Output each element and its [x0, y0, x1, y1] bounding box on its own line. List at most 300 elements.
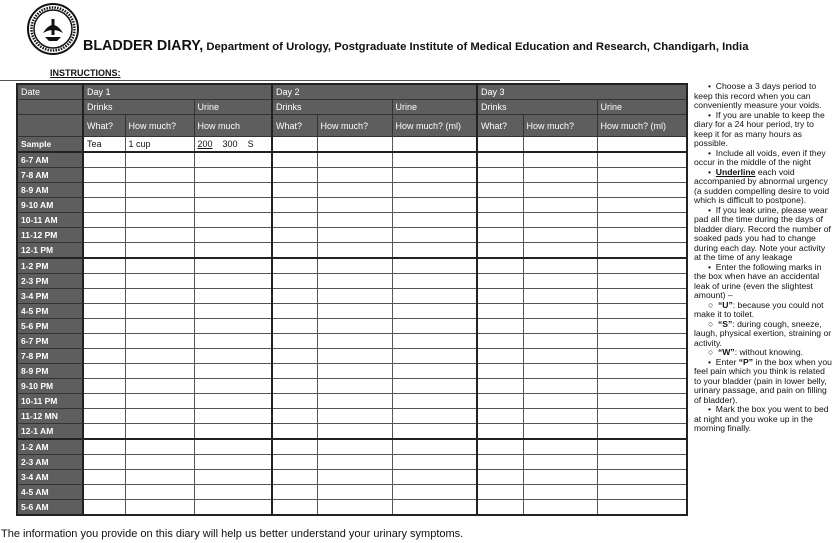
entry-cell[interactable]: [194, 500, 272, 516]
entry-cell[interactable]: [523, 409, 597, 424]
entry-cell[interactable]: [272, 439, 317, 455]
sample-drink-amount: 1 cup: [125, 137, 194, 153]
entry-cell[interactable]: [125, 424, 194, 440]
entry-cell[interactable]: [125, 455, 194, 470]
entry-cell[interactable]: [272, 258, 317, 274]
entry-cell[interactable]: [194, 183, 272, 198]
entry-cell[interactable]: [597, 152, 687, 168]
entry-cell[interactable]: [272, 137, 317, 153]
entry-cell[interactable]: [272, 455, 317, 470]
entry-cell[interactable]: [125, 228, 194, 243]
entry-cell[interactable]: [83, 183, 125, 198]
time-slot-label: 2-3 PM: [17, 274, 83, 289]
entry-cell[interactable]: [317, 319, 392, 334]
entry-cell[interactable]: [477, 274, 523, 289]
divider: [0, 80, 560, 81]
page-title: [83, 38, 748, 54]
entry-cell[interactable]: [523, 274, 597, 289]
entry-cell[interactable]: [597, 379, 687, 394]
time-slot-label: 6-7 AM: [17, 152, 83, 168]
entry-cell[interactable]: [194, 213, 272, 228]
day-2-drinks-header: Drinks: [272, 100, 392, 115]
time-slot-row: [17, 500, 687, 516]
entry-cell[interactable]: [272, 243, 317, 259]
time-slot-row: [17, 455, 687, 470]
entry-cell[interactable]: [83, 485, 125, 500]
instruction-item: • Mark the box you went to bed at night and you woke up in the morning finally.: [694, 404, 829, 433]
time-slot-label: 2-3 AM: [17, 455, 83, 470]
entry-cell[interactable]: [523, 258, 597, 274]
entry-cell[interactable]: [597, 319, 687, 334]
entry-cell[interactable]: [317, 409, 392, 424]
entry-cell[interactable]: [597, 289, 687, 304]
time-slot-label: 12-1 AM: [17, 424, 83, 440]
entry-cell[interactable]: [392, 379, 477, 394]
entry-cell[interactable]: [317, 198, 392, 213]
entry-cell[interactable]: [392, 455, 477, 470]
entry-cell[interactable]: [597, 243, 687, 259]
entry-cell[interactable]: [194, 394, 272, 409]
time-slot-row: [17, 198, 687, 213]
entry-cell[interactable]: [523, 334, 597, 349]
entry-cell[interactable]: [523, 304, 597, 319]
entry-cell[interactable]: [477, 485, 523, 500]
title-main: BLADDER DIARY,: [83, 38, 204, 54]
time-slot-row: [17, 228, 687, 243]
entry-cell[interactable]: [83, 409, 125, 424]
time-slot-label: 7-8 AM: [17, 168, 83, 183]
entry-cell[interactable]: [392, 289, 477, 304]
entry-cell[interactable]: [83, 304, 125, 319]
entry-cell[interactable]: [477, 198, 523, 213]
instruction-item: • Enter “P” in the box when you feel pain which you think is related to your bladder (pain in lower belly, urinary passage, and pain on filling of bladder).: [694, 356, 832, 405]
entry-cell[interactable]: [477, 289, 523, 304]
entry-cell[interactable]: [523, 500, 597, 516]
day-1-urine-amount-header: How much: [194, 115, 272, 137]
entry-cell[interactable]: [523, 168, 597, 183]
entry-cell[interactable]: [83, 213, 125, 228]
time-slot-row: [17, 183, 687, 198]
entry-cell[interactable]: [83, 152, 125, 168]
entry-cell[interactable]: [392, 304, 477, 319]
entry-cell[interactable]: [317, 152, 392, 168]
entry-cell[interactable]: [125, 258, 194, 274]
entry-cell[interactable]: [272, 409, 317, 424]
entry-cell[interactable]: [392, 228, 477, 243]
entry-cell[interactable]: [317, 439, 392, 455]
day-3-drink-amount-header: How much?: [523, 115, 597, 137]
entry-cell[interactable]: [597, 439, 687, 455]
time-slot-row: [17, 274, 687, 289]
instruction-subitem: ○ “W”: without knowing.: [708, 347, 803, 357]
time-slot-row: [17, 439, 687, 455]
entry-cell[interactable]: [125, 289, 194, 304]
entry-cell[interactable]: [597, 334, 687, 349]
day-3-urine-amount-header: How much? (ml): [597, 115, 687, 137]
time-slot-label: 4-5 PM: [17, 304, 83, 319]
entry-cell[interactable]: [125, 409, 194, 424]
entry-cell[interactable]: [317, 424, 392, 440]
time-slot-row: [17, 213, 687, 228]
entry-cell[interactable]: [523, 455, 597, 470]
entry-cell[interactable]: [272, 198, 317, 213]
entry-cell[interactable]: [477, 379, 523, 394]
entry-cell[interactable]: [83, 394, 125, 409]
entry-cell[interactable]: [597, 258, 687, 274]
entry-cell[interactable]: [125, 394, 194, 409]
time-slot-row: [17, 409, 687, 424]
entry-cell[interactable]: [317, 485, 392, 500]
entry-cell[interactable]: [194, 424, 272, 440]
time-slot-row: [17, 168, 687, 183]
entry-cell[interactable]: [477, 213, 523, 228]
entry-cell[interactable]: [392, 349, 477, 364]
entry-cell[interactable]: [194, 274, 272, 289]
entry-cell[interactable]: [83, 168, 125, 183]
time-slot-row: [17, 364, 687, 379]
time-slot-label: 11-12 MN: [17, 409, 83, 424]
day-3-header: Day 3: [477, 84, 687, 100]
entry-cell[interactable]: [597, 409, 687, 424]
entry-cell[interactable]: [194, 455, 272, 470]
entry-cell[interactable]: [125, 470, 194, 485]
entry-cell[interactable]: [83, 198, 125, 213]
entry-cell[interactable]: [392, 258, 477, 274]
entry-cell[interactable]: [523, 198, 597, 213]
entry-cell[interactable]: [523, 439, 597, 455]
entry-cell[interactable]: [194, 334, 272, 349]
entry-cell[interactable]: [125, 168, 194, 183]
entry-cell[interactable]: [317, 137, 392, 153]
time-slot-label: 8-9 AM: [17, 183, 83, 198]
entry-cell[interactable]: [83, 379, 125, 394]
entry-cell[interactable]: [125, 364, 194, 379]
entry-cell[interactable]: [272, 319, 317, 334]
instruction-item: • Include all voids, even if they occur in the middle of the night: [694, 147, 826, 167]
header-row-days: [17, 84, 687, 100]
sample-urine-value: 300: [222, 138, 238, 149]
sample-urine-value: 200: [197, 138, 213, 149]
entry-cell[interactable]: [523, 364, 597, 379]
entry-cell[interactable]: [597, 168, 687, 183]
entry-cell[interactable]: [477, 137, 523, 153]
entry-cell[interactable]: [194, 198, 272, 213]
time-slot-row: [17, 470, 687, 485]
entry-cell[interactable]: [597, 228, 687, 243]
sample-urine-mark: S: [247, 138, 254, 149]
entry-cell[interactable]: [317, 304, 392, 319]
entry-cell[interactable]: [477, 364, 523, 379]
entry-cell[interactable]: [83, 439, 125, 455]
time-slot-label: 11-12 PM: [17, 228, 83, 243]
entry-cell[interactable]: [194, 470, 272, 485]
time-slot-label: 5-6 PM: [17, 319, 83, 334]
entry-cell[interactable]: [392, 470, 477, 485]
entry-cell[interactable]: [194, 364, 272, 379]
time-slot-row: [17, 258, 687, 274]
entry-cell[interactable]: [272, 394, 317, 409]
entry-cell[interactable]: [523, 394, 597, 409]
entry-cell[interactable]: [125, 198, 194, 213]
entry-cell[interactable]: [272, 485, 317, 500]
time-slot-label: 10-11 AM: [17, 213, 83, 228]
entry-cell[interactable]: [194, 439, 272, 455]
time-slot-row: [17, 485, 687, 500]
entry-cell[interactable]: [125, 243, 194, 259]
entry-cell[interactable]: [523, 485, 597, 500]
entry-cell[interactable]: [523, 379, 597, 394]
time-slot-row: [17, 243, 687, 259]
institute-seal-logo: [27, 3, 79, 55]
day-2-urine-header: Urine: [392, 100, 477, 115]
time-slot-label: 4-5 AM: [17, 485, 83, 500]
entry-cell[interactable]: [83, 289, 125, 304]
entry-cell[interactable]: [523, 213, 597, 228]
entry-cell[interactable]: [392, 485, 477, 500]
entry-cell[interactable]: [194, 349, 272, 364]
entry-cell[interactable]: [272, 289, 317, 304]
instruction-item: • If you are unable to keep the diary for a 24 hour period, try to keep it for as many hours as possible.: [694, 109, 825, 148]
entry-cell[interactable]: [83, 243, 125, 259]
entry-cell[interactable]: [83, 500, 125, 516]
entry-cell[interactable]: [317, 274, 392, 289]
entry-cell[interactable]: [272, 364, 317, 379]
entry-cell[interactable]: [317, 183, 392, 198]
entry-cell[interactable]: [477, 319, 523, 334]
time-slot-row: [17, 152, 687, 168]
entry-cell[interactable]: [477, 500, 523, 516]
sample-label: Sample: [17, 137, 83, 153]
instruction-item: • Choose a 3 days period to keep this record when you can conveniently measure your voids.: [694, 81, 822, 110]
bladder-diary-table: [16, 83, 688, 516]
entry-cell[interactable]: [392, 274, 477, 289]
entry-cell[interactable]: [317, 394, 392, 409]
instruction-subitem: ○ “S”: during cough, sneeze, laugh, physical exertion, straining or activity.: [694, 318, 832, 348]
entry-cell[interactable]: [392, 243, 477, 259]
entry-cell[interactable]: [194, 168, 272, 183]
entry-cell[interactable]: [477, 243, 523, 259]
entry-cell[interactable]: [597, 485, 687, 500]
day-1-what-header: What?: [83, 115, 125, 137]
entry-cell[interactable]: [317, 470, 392, 485]
entry-cell[interactable]: [125, 213, 194, 228]
entry-cell[interactable]: [597, 394, 687, 409]
entry-cell[interactable]: [194, 304, 272, 319]
entry-cell[interactable]: [272, 168, 317, 183]
entry-cell[interactable]: [392, 183, 477, 198]
entry-cell[interactable]: [272, 213, 317, 228]
time-slot-label: 12-1 PM: [17, 243, 83, 259]
entry-cell[interactable]: [597, 500, 687, 516]
entry-cell[interactable]: [523, 152, 597, 168]
entry-cell[interactable]: [125, 379, 194, 394]
entry-cell[interactable]: [477, 183, 523, 198]
entry-cell[interactable]: [272, 500, 317, 516]
entry-cell[interactable]: [83, 470, 125, 485]
entry-cell[interactable]: [317, 334, 392, 349]
entry-cell[interactable]: [523, 228, 597, 243]
entry-cell[interactable]: [194, 152, 272, 168]
entry-cell[interactable]: [125, 485, 194, 500]
entry-cell[interactable]: [272, 470, 317, 485]
entry-cell[interactable]: [477, 470, 523, 485]
entry-cell[interactable]: [317, 455, 392, 470]
entry-cell[interactable]: [597, 349, 687, 364]
entry-cell[interactable]: [194, 289, 272, 304]
entry-cell[interactable]: [317, 258, 392, 274]
entry-cell[interactable]: [194, 228, 272, 243]
entry-cell[interactable]: [597, 274, 687, 289]
entry-cell[interactable]: [272, 424, 317, 440]
entry-cell[interactable]: [392, 394, 477, 409]
entry-cell[interactable]: [392, 364, 477, 379]
entry-cell[interactable]: [272, 379, 317, 394]
entry-cell[interactable]: [83, 364, 125, 379]
entry-cell[interactable]: [125, 319, 194, 334]
entry-cell[interactable]: [597, 198, 687, 213]
entry-cell[interactable]: [477, 168, 523, 183]
footer-note: The information you provide on this diary will help us better understand your urinary symptoms.: [1, 528, 464, 540]
entry-cell[interactable]: [477, 455, 523, 470]
entry-cell[interactable]: [477, 304, 523, 319]
entry-cell[interactable]: [523, 424, 597, 440]
instructions-sidebar: [694, 82, 832, 434]
entry-cell[interactable]: [392, 137, 477, 153]
entry-cell[interactable]: [83, 455, 125, 470]
entry-cell[interactable]: [597, 213, 687, 228]
entry-cell[interactable]: [194, 485, 272, 500]
entry-cell[interactable]: [83, 228, 125, 243]
entry-cell[interactable]: [597, 455, 687, 470]
entry-cell[interactable]: [392, 409, 477, 424]
entry-cell[interactable]: [317, 349, 392, 364]
day-2-drink-amount-header: How much?: [317, 115, 392, 137]
entry-cell[interactable]: [597, 304, 687, 319]
entry-cell[interactable]: [272, 334, 317, 349]
entry-cell[interactable]: [477, 228, 523, 243]
time-slot-label: 9-10 PM: [17, 379, 83, 394]
entry-cell[interactable]: [523, 319, 597, 334]
entry-cell[interactable]: [194, 243, 272, 259]
entry-cell[interactable]: [125, 152, 194, 168]
entry-cell[interactable]: [392, 152, 477, 168]
entry-cell[interactable]: [317, 500, 392, 516]
entry-cell[interactable]: [194, 319, 272, 334]
entry-cell[interactable]: [392, 424, 477, 440]
entry-cell[interactable]: [317, 168, 392, 183]
entry-cell[interactable]: [272, 274, 317, 289]
entry-cell[interactable]: [125, 304, 194, 319]
time-slot-row: [17, 319, 687, 334]
day-1-drink-amount-header: How much?: [125, 115, 194, 137]
instructions-heading: INSTRUCTIONS:: [50, 68, 121, 78]
entry-cell[interactable]: [392, 334, 477, 349]
entry-cell[interactable]: [477, 258, 523, 274]
time-slot-label: 6-7 PM: [17, 334, 83, 349]
entry-cell[interactable]: [523, 183, 597, 198]
header-row-categories: [17, 100, 687, 115]
entry-cell[interactable]: [477, 394, 523, 409]
entry-cell[interactable]: [392, 319, 477, 334]
entry-cell[interactable]: [83, 424, 125, 440]
time-slot-row: [17, 394, 687, 409]
entry-cell[interactable]: [392, 500, 477, 516]
entry-cell[interactable]: [317, 379, 392, 394]
entry-cell[interactable]: [317, 243, 392, 259]
time-slot-label: 9-10 AM: [17, 198, 83, 213]
entry-cell[interactable]: [477, 424, 523, 440]
entry-cell[interactable]: [317, 213, 392, 228]
day-2-urine-amount-header: How much? (ml): [392, 115, 477, 137]
day-2-header: Day 2: [272, 84, 477, 100]
time-slot-row: [17, 289, 687, 304]
entry-cell[interactable]: [194, 258, 272, 274]
entry-cell[interactable]: [597, 183, 687, 198]
entry-cell[interactable]: [272, 349, 317, 364]
entry-cell[interactable]: [125, 334, 194, 349]
entry-cell[interactable]: [392, 213, 477, 228]
time-slot-label: 1-2 AM: [17, 439, 83, 455]
entry-cell[interactable]: [392, 439, 477, 455]
instruction-item: • Underline each void accompanied by abnormal urgency (a sudden compelling desire to void which is difficult to postpone).: [694, 166, 830, 205]
entry-cell[interactable]: [272, 228, 317, 243]
entry-cell[interactable]: [125, 500, 194, 516]
day-1-header: Day 1: [83, 84, 272, 100]
entry-cell[interactable]: [477, 349, 523, 364]
entry-cell[interactable]: [477, 334, 523, 349]
time-slot-label: 3-4 PM: [17, 289, 83, 304]
time-slot-row: [17, 424, 687, 440]
blank-header-cell: [17, 100, 83, 115]
entry-cell[interactable]: [317, 289, 392, 304]
entry-cell[interactable]: [125, 274, 194, 289]
entry-cell[interactable]: [194, 379, 272, 394]
entry-cell[interactable]: [125, 349, 194, 364]
day-2-what-header: What?: [272, 115, 317, 137]
entry-cell[interactable]: [477, 439, 523, 455]
entry-cell[interactable]: [83, 349, 125, 364]
entry-cell[interactable]: [597, 137, 687, 153]
entry-cell[interactable]: [194, 409, 272, 424]
entry-cell[interactable]: [597, 424, 687, 440]
entry-cell[interactable]: [597, 364, 687, 379]
entry-cell[interactable]: [392, 198, 477, 213]
entry-cell[interactable]: [317, 364, 392, 379]
entry-cell[interactable]: [477, 409, 523, 424]
entry-cell[interactable]: [523, 470, 597, 485]
entry-cell[interactable]: [125, 439, 194, 455]
entry-cell[interactable]: [477, 152, 523, 168]
entry-cell[interactable]: [272, 152, 317, 168]
entry-cell[interactable]: [523, 137, 597, 153]
entry-cell[interactable]: [272, 304, 317, 319]
entry-cell[interactable]: [392, 168, 477, 183]
entry-cell[interactable]: [83, 319, 125, 334]
time-slot-label: 7-8 PM: [17, 349, 83, 364]
entry-cell[interactable]: [597, 470, 687, 485]
sample-row: [17, 137, 687, 153]
entry-cell[interactable]: [523, 243, 597, 259]
entry-cell[interactable]: [125, 183, 194, 198]
time-slot-row: [17, 304, 687, 319]
entry-cell[interactable]: [317, 228, 392, 243]
entry-cell[interactable]: [83, 274, 125, 289]
entry-cell[interactable]: [523, 289, 597, 304]
entry-cell[interactable]: [83, 258, 125, 274]
entry-cell[interactable]: [272, 183, 317, 198]
entry-cell[interactable]: [83, 334, 125, 349]
entry-cell[interactable]: [523, 349, 597, 364]
